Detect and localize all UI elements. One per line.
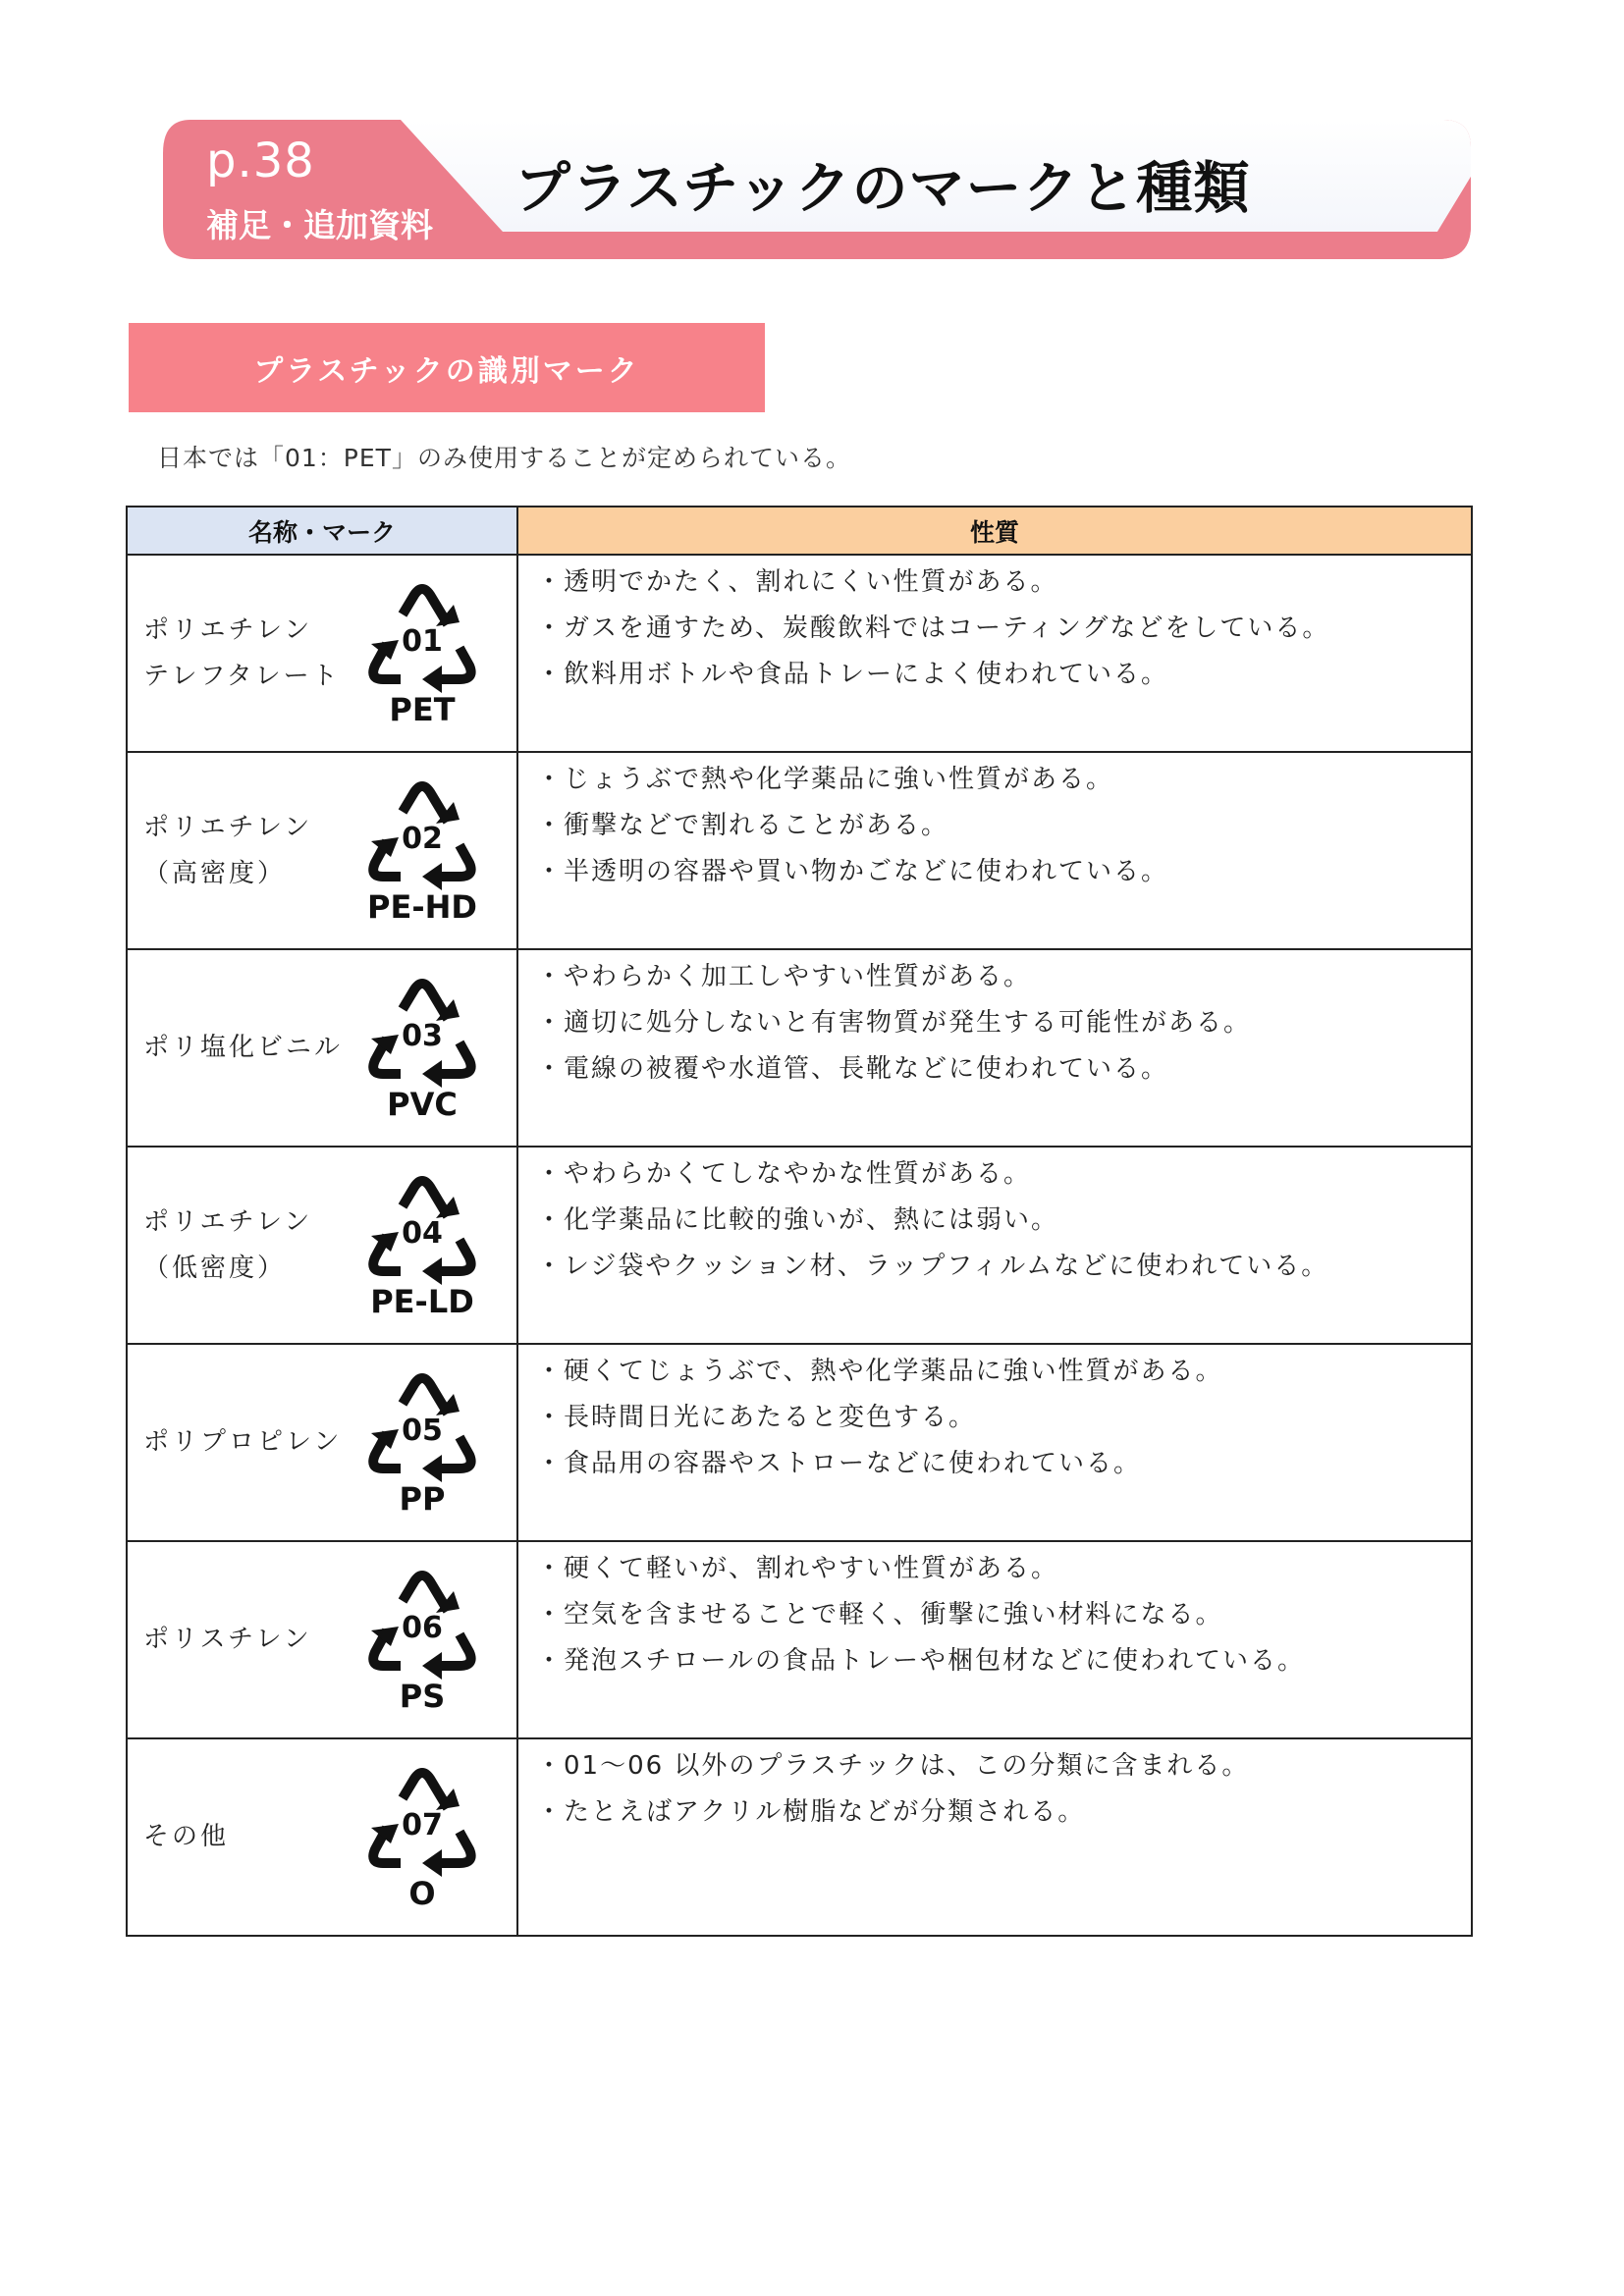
mark-abbreviation: PE-LD: [370, 1283, 474, 1320]
plastic-table: [126, 506, 1473, 1937]
recycling-mark: [353, 575, 491, 742]
properties-cell: [518, 950, 1471, 1146]
property-line: ・電線の被覆や水道管、長靴などに使われている。: [536, 1054, 1169, 1084]
property-line: ・衝撃などで割れることがある。: [536, 811, 949, 840]
plastic-name-line: （低密度）: [143, 1253, 287, 1283]
property-line: ・発泡スチロールの食品トレーや梱包材などに使われている。: [536, 1646, 1305, 1676]
mark-number: 06: [402, 1611, 443, 1645]
plastic-name-line: ポリエチレン: [143, 812, 313, 842]
header-name-mark: 名称・マーク: [128, 507, 518, 554]
properties-cell: [518, 753, 1471, 948]
plastic-name-line: ポリエチレン: [143, 614, 313, 645]
mark-number: 07: [402, 1808, 443, 1842]
name-cell: [128, 753, 518, 948]
intro-text: 日本では「01：PET」のみ使用することが定められている。: [157, 444, 851, 472]
property-line: ・透明でかたく、割れにくい性質がある。: [536, 567, 1058, 597]
property-line: ・01～06 以外のプラスチックは、この分類に含まれる。: [536, 1751, 1250, 1781]
name-cell: [128, 556, 518, 751]
property-line: ・硬くてじょうぶで、熱や化学薬品に強い性質がある。: [536, 1357, 1223, 1386]
name-cell: [128, 950, 518, 1146]
properties-cell: [518, 1148, 1471, 1343]
page-title: プラスチックのマークと種類: [514, 156, 1251, 221]
mark-abbreviation: PP: [399, 1480, 446, 1518]
table-body: [128, 556, 1471, 1935]
table-header: [128, 507, 1471, 556]
property-line: ・レジ袋やクッション材、ラップフィルムなどに使われている。: [536, 1252, 1329, 1281]
property-line: ・飲料用ボトルや食品トレーによく使われている。: [536, 660, 1169, 689]
mark-abbreviation: PET: [389, 691, 456, 728]
plastic-name: [143, 753, 312, 948]
property-line: ・硬くて軽いが、割れやすい性質がある。: [536, 1554, 1059, 1583]
plastic-name: [143, 950, 343, 1146]
mark-abbreviation: O: [408, 1875, 436, 1912]
property-line: ・空気を含ませることで軽く、衝撃に強い材料になる。: [536, 1600, 1223, 1629]
mark-abbreviation: PE-HD: [367, 888, 477, 926]
property-line: ・やわらかく加工しやすい性質がある。: [536, 962, 1032, 991]
property-line: ・長時間日光にあたると変色する。: [536, 1403, 977, 1432]
table-row: [128, 1542, 1471, 1739]
property-line: ・半透明の容器や買い物かごなどに使われている。: [536, 857, 1169, 886]
plastic-name-line: テレフタレート: [143, 661, 341, 691]
table-row: [128, 950, 1471, 1148]
property-line: ・適切に処分しないと有害物質が発生する可能性がある。: [536, 1008, 1252, 1038]
table-row: [128, 556, 1471, 753]
recycling-mark: [353, 1759, 491, 1926]
recycling-mark: [353, 1364, 491, 1531]
table-row: [128, 1739, 1471, 1935]
plastic-name-line: ポリエチレン: [143, 1206, 313, 1237]
plastic-name: [143, 1739, 229, 1935]
plastic-name: [143, 556, 341, 751]
header-banner: [159, 116, 1475, 263]
properties-cell: [518, 556, 1471, 751]
plastic-name-line: ポリプロピレン: [143, 1427, 343, 1457]
plastic-name: [143, 1542, 312, 1737]
properties-cell: [518, 1345, 1471, 1540]
name-cell: [128, 1739, 518, 1935]
table-row: [128, 753, 1471, 950]
page-subtitle: 補足・追加資料: [206, 206, 433, 244]
property-line: ・やわらかくてしなやかな性質がある。: [536, 1159, 1032, 1189]
recycling-mark: [353, 970, 491, 1137]
properties-cell: [518, 1542, 1471, 1737]
mark-number: 01: [402, 624, 443, 659]
section-label: プラスチックの識別マーク: [129, 323, 765, 412]
mark-number: 04: [402, 1216, 443, 1251]
name-cell: [128, 1345, 518, 1540]
mark-number: 03: [402, 1019, 443, 1053]
page-number: p.38: [206, 133, 315, 188]
mark-number: 05: [402, 1414, 443, 1448]
plastic-name: [143, 1345, 342, 1540]
mark-number: 02: [402, 822, 443, 856]
name-cell: [128, 1148, 518, 1343]
property-line: ・ガスを通すため、炭酸飲料ではコーティングなどをしている。: [536, 614, 1330, 643]
table-row: [128, 1345, 1471, 1542]
properties-cell: [518, 1739, 1471, 1935]
table-row: [128, 1148, 1471, 1345]
plastic-name-line: ポリスチレン: [143, 1625, 312, 1654]
property-line: ・食品用の容器やストローなどに使われている。: [536, 1449, 1142, 1478]
property-line: ・じょうぶで熱や化学薬品に強い性質がある。: [536, 765, 1114, 794]
plastic-name-line: その他: [143, 1822, 230, 1851]
name-cell: [128, 1542, 518, 1737]
property-line: ・たとえばアクリル樹脂などが分類される。: [536, 1797, 1086, 1827]
mark-abbreviation: PVC: [387, 1086, 458, 1123]
mark-abbreviation: PS: [399, 1678, 446, 1715]
recycling-mark: [353, 1562, 491, 1729]
header-properties: 性質: [518, 507, 1471, 554]
plastic-name-line: （高密度）: [143, 858, 287, 888]
recycling-mark: [353, 773, 491, 939]
plastic-name: [143, 1148, 312, 1343]
plastic-name-line: ポリ塩化ビニル: [143, 1033, 344, 1062]
property-line: ・化学薬品に比較的強いが、熱には弱い。: [536, 1205, 1059, 1235]
recycling-mark: [353, 1167, 491, 1334]
